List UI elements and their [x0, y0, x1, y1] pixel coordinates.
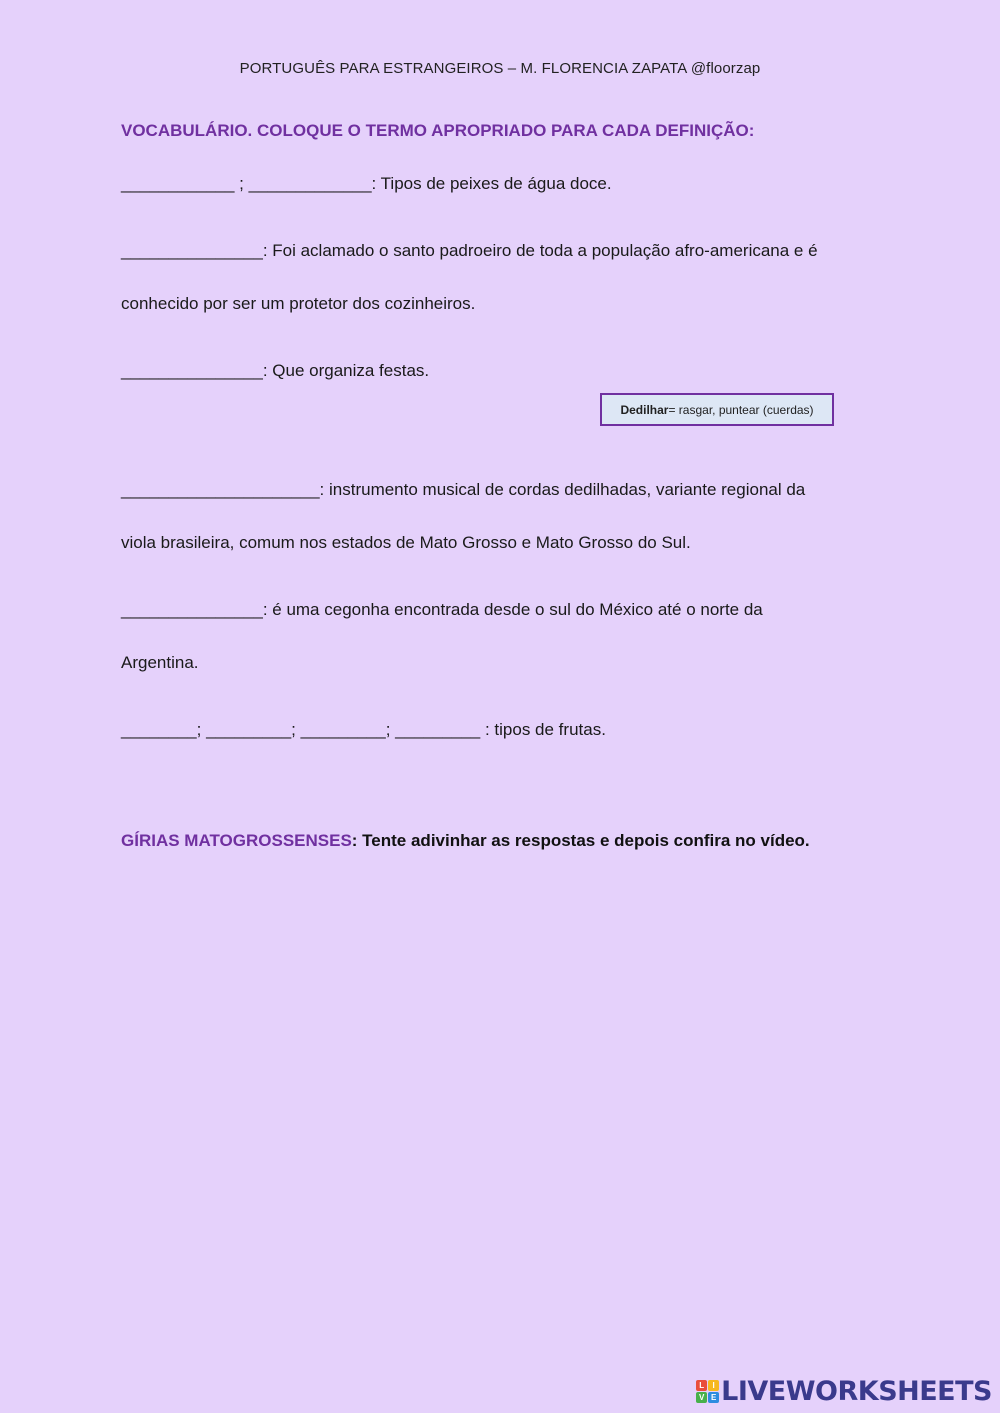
liveworksheets-logo [696, 1376, 992, 1407]
note-term: Dedilhar [620, 402, 669, 417]
vocab-line-5-cont: Argentina. [121, 653, 199, 672]
girias-title: GÍRIAS MATOGROSSENSES [121, 831, 352, 850]
note-definition: = rasgar, puntear (cuerdas) [668, 402, 814, 417]
vocab-title: VOCABULÁRIO. COLOQUE O TERMO APROPRIADO PARA CADA DEFINIÇÃO: [121, 121, 755, 140]
liveworksheets-logo-icon [696, 1380, 719, 1403]
logo-text: LIVEWORKSHEETS [721, 1376, 992, 1407]
girias-heading [121, 831, 810, 851]
logo-mark-letter: E [708, 1392, 719, 1403]
vocab-line-6: ________; _________; _________; _________ : tipos de frutas. [121, 720, 606, 739]
dedilhar-note [600, 393, 834, 426]
logo-mark-letter: L [696, 1380, 707, 1391]
vocab-line-3: _______________: Que organiza festas. [121, 361, 430, 380]
logo-mark-letter: I [708, 1380, 719, 1391]
vocab-line-2: _______________: Foi aclamado o santo padroeiro de toda a população afro-americana e é [121, 241, 818, 260]
page-header: PORTUGUÊS PARA ESTRANGEIROS – M. FLORENCIA ZAPATA @floorzap [239, 60, 761, 77]
vocab-line-4-cont: viola brasileira, comum nos estados de Mato Grosso e Mato Grosso do Sul. [121, 533, 691, 552]
vocab-line-5: _______________: é uma cegonha encontrada desde o sul do México até o norte da [121, 600, 763, 619]
logo-mark-letter: V [696, 1392, 707, 1403]
vocab-line-4: _____________________: instrumento musical de cordas dedilhadas, variante regional da [121, 480, 806, 499]
girias-instruction: : Tente adivinhar as respostas e depois confira no vídeo. [351, 831, 810, 850]
vocab-line-2-cont: conhecido por ser um protetor dos cozinheiros. [121, 294, 476, 313]
vocab-line-1: ____________ ; _____________: Tipos de peixes de água doce. [121, 174, 612, 193]
